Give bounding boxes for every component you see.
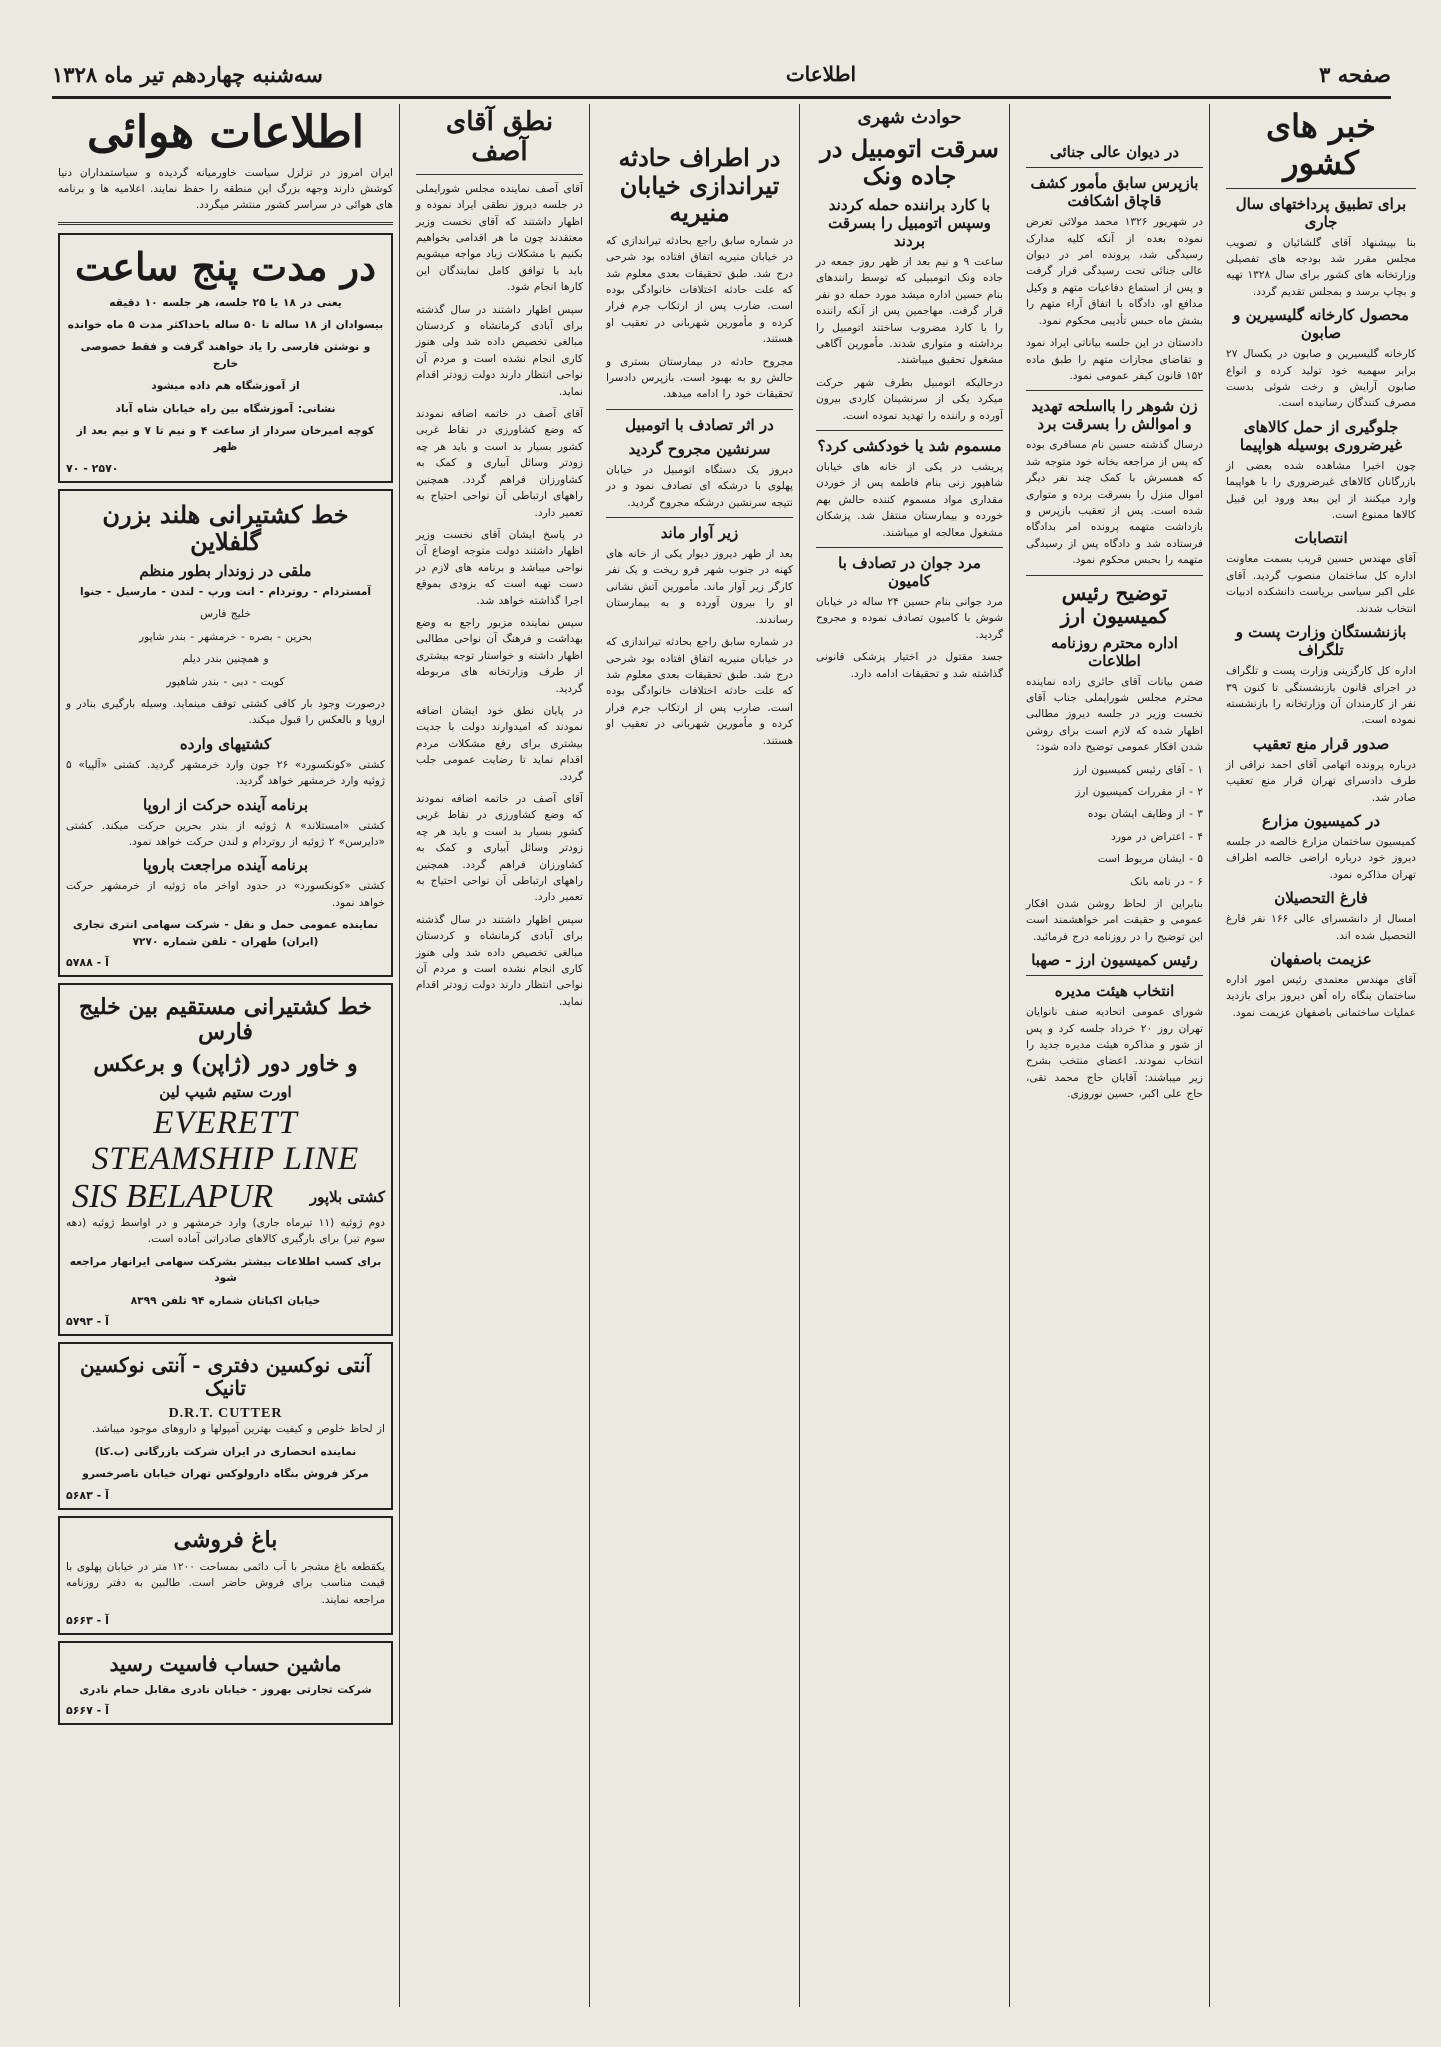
ad-literacy-line: و نوشتن فارسی را یاد خواهند گرفت و فقط خصوصی خارج: [80, 341, 371, 370]
ad-shipping-heading: برنامه آینده مراجعت باروپا: [142, 856, 309, 875]
event-text: مرد جوانی بنام حسین ۲۴ ساله در خیابان شوش با کامیون تصادف نموده و مجروح گردید.: [816, 595, 1003, 641]
ad-shipping-text: کشتی «کونکسورد» ۲۶ جون وارد خرمشهر گردید. کشتی «آلپیا» ۵ ژوئیه وارد خرمشهر خواهد گردید.: [66, 758, 385, 788]
ad-code: ۵۶۶۷ - آ: [66, 1704, 109, 1718]
event-text: درحالیکه اتومبیل بطرف شهر حرکت میکرد یکی از سرنشینان کاردی بیرون آورده و راننده را تهدید نموده است.: [816, 376, 1003, 422]
ad-shipping-holland: [58, 489, 393, 977]
ad-literacy-line: نشانی: آموزشگاه بین راه خیابان شاه آباد: [115, 402, 336, 415]
masthead: [52, 52, 1391, 99]
speech-paragraph: آقای آصف در خاتمه اضافه نمودند که وضع کشاورزی در نقاط غربی کشور بسیار بد است و باید هر چه زودتر وسائل آبیاری و کمک به کشاورزان فراهم گردد. همچنین راههای ارتباطی آن نواحی احتیاج به تعمیر دارد.: [416, 408, 583, 519]
event-heading: در اثر تصادف با اتومبیل: [625, 415, 774, 434]
ad-ship-name: کشتی بلاپور: [309, 1188, 385, 1207]
ad-shipping-title: خط کشتیرانی هلند بزرن گلفلاین: [102, 499, 349, 557]
commission-title: توضیح رئیس کمیسیون ارز: [1060, 580, 1169, 628]
speech-paragraph: در پایان نطق خود ایشان اضافه نمودند که امیدوارند دولت با جدیت بیشتری برای رفع مشکلات مردم اقدام نماید تا رضایت عمومی جلب گردد.: [416, 704, 583, 783]
commission-list-item: ۵ - ایشان مربوط است: [1097, 853, 1203, 866]
ad-code: ۵۶۶۳ - آ: [66, 1614, 109, 1628]
speech-paragraph: در پاسخ ایشان آقای نخست وزیر اظهار داشتند دولت متوجه اوضاع آن نواحی میباشد و برنامه های لازم در دست تهیه است که بزودی بموقع اجرا گذاشته خواهد شد.: [416, 528, 583, 607]
columns: [52, 104, 1416, 2007]
commission-signature: رئیس کمیسیون ارز - صهبا: [1031, 951, 1198, 970]
ad-shipping-heading: کشتیهای وارده: [179, 734, 272, 753]
column-speech: [410, 104, 590, 2007]
ad-literacy-title: در مدت پنج ساعت: [74, 243, 376, 289]
column-national-news: [1220, 104, 1422, 2007]
ad-garden-text: یکقطعه باغ مشجر با آب دائمی بمساحت ۱۲۰۰ متر در خیابان پهلوی با قیمت مناسب برای فروش حاضر است. طالبین به دفتر روزنامه مراجعه نمایند.: [66, 1560, 385, 1606]
ad-code: ۷۰ - ۲۵۷۰: [66, 461, 119, 475]
ad-everett-contact: برای کسب اطلاعات بیشتر بشرکت سهامی ایرانهار مراجعه شود: [69, 1255, 382, 1285]
news-text: درباره پرونده اتهامی آقای احمد نراقی از طرف دادسرای تهران قرار منع تعقیب صادر شد.: [1226, 758, 1416, 804]
national-news-title: خبر های کشور: [1266, 107, 1376, 182]
speech-title: نطق آقای آصف: [445, 107, 554, 167]
commission-list-item: ۴ - اعتراض در مورد: [1111, 830, 1203, 843]
event-subheading: با کارد براننده حمله کردند وسپس اتومبیل را بسرقت بردند: [828, 195, 991, 250]
paper-name: اطلاعات: [785, 62, 857, 86]
ad-shipping-text: کشتی «کونکسورد» در حدود اواخر ماه ژوئیه از خرمشهر حرکت خواهد نمود.: [66, 880, 385, 909]
news-text: آقای مهندس حسین قریب بسمت معاونت اداره کل ساختمان منصوب گردید. آقای علی اکبر سیاسی بریاست دانشکده ادبیات انتخاب شدند.: [1226, 553, 1416, 615]
news-heading: صدور قرار منع تعقیب: [1252, 734, 1390, 753]
ad-shipping-text: کشتی «امستلاند» ۸ ژوئیه از بندر بحرین حرکت میکند. کشتی «دایرسن» ۲ ژوئیه از روتردام و لندن حرکت خواهد نمود.: [66, 819, 385, 848]
page-number: صفحه ۳: [1319, 61, 1391, 87]
ad-everett-title2: و خاور دور (ژاپن) و برعکس: [93, 1050, 358, 1077]
event-text: مجروح حادثه در بیمارستان بستری و حالش رو به بهبود است. بازپرس دادسرا تحقیقات خود را ادامه میدهد.: [606, 355, 793, 401]
ads-title: اطلاعات هوائی: [87, 107, 364, 158]
news-text: کارخانه گلیسیرین و صابون در یکسال ۲۷ برابر سهمیه خود تولید کرده و انواع صابون آرایش و رخت شوئی بدست مصرف کنندگان رسانیده است.: [1226, 348, 1416, 410]
commission-text: ضمن بیانات آقای حائری زاده نماینده محترم مجلس شورایملی جناب آقای نخست وزیر در جلسه دیروز مطالبی اظهار شده که لازم است برای روشن شدن افکار عمومی توضیح داده شود:: [1026, 675, 1203, 754]
news-heading: فارغ التحصیلان: [1274, 889, 1368, 908]
ad-calculator: [58, 1641, 393, 1725]
ad-antitoxin-text: از لحاظ خلوص و کیفیت بهترین آمپولها و داروهای موجود میباشد.: [91, 1423, 385, 1436]
ad-everett-latin: EVERETT STEAMSHIP LINE: [91, 1104, 360, 1178]
event-text: دیروز یک دستگاه اتومبیل در خیابان پهلوی با درشکه ای تصادف نمود و در نتیجه سرنشین درشکه مجروح گردید.: [606, 463, 793, 509]
ad-antitoxin-store: مرکز فروش بنگاه دارولوکس تهران خیابان ناصرخسرو: [82, 1468, 369, 1481]
ad-shipping-text: درصورت وجود بار کافی کشتی توقف مینماید. وسیله بارگیری بنادر و اروپا و بالعکس را قبول میکند.: [66, 697, 385, 727]
news-text: بنا بپیشنهاد آقای گلشائیان و تصویب مجلس مقرر شد بودجه های تفصیلی وزارتخانه های کشور برای سال ۱۳۲۸ تهیه و بچاپ برسد و بمجلس تقدیم گردد.: [1226, 236, 1416, 298]
ad-calculator-title: ماشین حساب فاسیت رسید: [109, 1652, 342, 1677]
event-text: بعد از ظهر دیروز دیوار یکی از خانه های کهنه در جنوب شهر فرو ریخت و یک نفر کارگر زیر آوار ماند. مأمورین آتش نشانی او را بیرون آورده و به بیمارستان رساندند.: [606, 548, 793, 626]
ad-everett-text: دوم ژوئیه (۱۱ تیرماه جاری) وارد خرمشهر و در اواسط ژوئیه (دهه سوم تیر) برای بارگیری کالاهای صادراتی آماده است.: [66, 1216, 385, 1246]
news-heading: عزیمت باصفهان: [1270, 949, 1372, 968]
news-heading: برای تطبیق پرداختهای سال جاری: [1235, 194, 1407, 231]
speech-paragraph: آقای آصف نماینده مجلس شورایملی در جلسه دیروز نطقی ایراد نموده و اظهار داشتند که آقای نخست وزیر معتقدند چون ما هر اقدامی بخواهیم بکنیم با مشکلات زیاد مواجه میشویم باید با توافق کامل نمایندگان این کارها انجام شود.: [416, 182, 583, 294]
ad-shipping-line: کویت - دبی - بندر شاهپور: [166, 675, 285, 688]
ad-antitoxin-agent: نماینده انحصاری در ایران شرکت بازرگانی (ب.کا): [94, 1445, 357, 1458]
commission-list-item: ۳ - از وظایف ایشان بوده: [1087, 808, 1203, 821]
news-text: چون اخیرا مشاهده شده بعضی از بازرگانان کالاهای غیرضروری را با هواپیما وارد میکنند از این ببعد ورود این قبیل کالاها ممنوع است.: [1226, 459, 1416, 522]
ad-literacy-line: یعنی در ۱۸ یا ۲۵ جلسه، هر جلسه ۱۰ دقیقه: [109, 296, 342, 309]
ad-literacy-line: از آموزشگاه هم داده میشود: [151, 380, 300, 393]
column-events-right: [810, 104, 1010, 2007]
ad-antitoxin-latin: D.R.T. CUTTER: [168, 1405, 283, 1421]
event-text: در شماره سابق راجع بحادثه تیراندازی که در خیابان منیریه اتفاق افتاده بود شرحی درج شد. طبق تحقیقات بعدی معلوم شد که علت حادثه اختلافات خانوادگی بوده است. ضارب پس از ارتکاب جرم فرار کرده و مأمورین شهربانی در تعقیب او هستند.: [606, 234, 793, 346]
ad-ship-latin: SIS BELAPUR: [72, 1177, 274, 1215]
ad-shipping-line: بحرین - بصره - خرمشهر - بندر شاپور: [139, 630, 312, 643]
news-text: اداره کل کارگزینی وزارت پست و تلگراف در اجرای قانون بازنشستگی تا کنون ۳۹ نفر از کارمندان آن وزارتخانه را بازنشسته نموده است.: [1226, 665, 1416, 727]
ad-code: ۵۷۹۳ - آ: [66, 1314, 109, 1328]
column-events-left: [600, 104, 800, 2007]
ad-shipping-line: و همچنین بندر دیلم: [182, 653, 269, 666]
ad-shipping-contact: نماینده عمومی حمل و نقل - شرکت سهامی انتری تجاری (ایران) طهران - تلفن شماره ۷۲۷۰: [72, 919, 379, 948]
speech-paragraph: سپس اظهار داشتند در سال گذشته برای آبادی کرمانشاه و کردستان مبالغی تخصیص داده شد ولی هنوز کاری انجام نشده است و مردم آن نواحی انتظار دارند دولت زودتر اقدام نماید.: [416, 913, 583, 1008]
ad-everett-subtitle: اورت ستیم شیپ لین: [159, 1082, 292, 1101]
court-heading: زن شوهر را بااسلحه تهدید و اموالش را بسرقت برد: [1031, 397, 1198, 434]
ad-shipping-route: آمستردام - روتردام - انت ورپ - لندن - مارسیل - جنوا: [79, 585, 372, 598]
commission-text: بنابراین از لحاظ روشن شدن افکار عمومی و حقیقت امر خواهشمند است این توضیح را در روزنامه درج فرمائید.: [1026, 898, 1203, 943]
news-heading: انتصابات: [1294, 529, 1348, 548]
ad-code: ۵۶۸۳ - آ: [66, 1488, 109, 1502]
court-text: شورای عمومی اتحادیه صنف نانوایان تهران روز ۲۰ خرداد جلسه کرد و پس از شور و مذاکره هیئت مدیره جدید را انتخاب نمودند. اعضای منتخب بشرح زیر میباشند: آقایان حاج محمد تقی، حاج علی اکبر، حسین نوروزی.: [1026, 1006, 1203, 1101]
court-text: دادستان در این جلسه بیاناتی ایراد نمود و تقاضای مجازات متهم را طبق ماده ۱۵۲ قانون کیفر عمومی نمود.: [1026, 337, 1203, 382]
event-text: پریشب در یکی از خانه های خیابان شاهپور زنی بنام فاطمه پس از خوردن مقداری مواد مسموم کننده حالش بهم خورده و بیمارستان منتقل شد. پزشکان مشغول معالجه او میباشند.: [816, 460, 1003, 539]
ad-literacy-line: کوچه امیرخان سردار از ساعت ۴ و نیم تا ۷ و نیم بعد از ظهر: [76, 424, 375, 454]
speech-paragraph: آقای آصف در خاتمه اضافه نمودند که وضع کشاورزی در نقاط غربی کشور بسیار بد است و باید هر چه زودتر وسائل آبیاری و کمک به کشاورزان فراهم گردد. همچنین راههای ارتباطی آن نواحی احتیاج به تعمیر دارد.: [416, 793, 583, 904]
court-heading: بازپرس سابق مأمور کشف قاچاق اشکافت: [1030, 174, 1199, 211]
column-ads: [52, 104, 400, 2007]
event-heading: زیر آوار ماند: [660, 524, 739, 543]
news-text: آقای مهندس معتمدی رئیس امور اداره ساختمان بنگاه راه آهن دیروز برای بازدید عملیات ساختمانی باصفهان عزیمت نمود.: [1226, 973, 1416, 1019]
ad-shipping-heading: برنامه آینده حرکت از اروپا: [143, 795, 308, 814]
news-heading: جلوگیری از حمل کالاهای غیرضروری بوسیله هواپیما: [1239, 417, 1403, 454]
news-text: امسال از دانشسرای عالی ۱۶۶ نفر فارغ التحصیل شده اند.: [1226, 913, 1416, 942]
event-text: ساعت ۹ و نیم بعد از ظهر روز جمعه در جاده ونک اتومبیلی که توسط رانندهای بنام حسین اداره میشد مورد حمله دو نفر قرار گرفت. مهاجمین پس از آنکه راننده را با کارد مضروب ساختند اتومبیل را برداشته و متواری شدند. مأمورین آگاهی مشغول تحقیق میباشند.: [816, 255, 1003, 367]
ad-garden-sale: [58, 1516, 393, 1636]
event-heading: مسموم شد یا خودکشی کرد؟: [817, 436, 1002, 455]
event-heading: مرد جوان در تصادف با کامیون: [838, 553, 981, 590]
ad-everett-line: [58, 983, 393, 1336]
news-heading: محصول کارخانه گلیسیرین و صابون: [1233, 306, 1409, 343]
ad-antitoxin-title: آنتی نوکسین دفتری - آنتی نوکسین تانیک: [79, 1352, 371, 1400]
ad-shipping-subtitle: ملقی در زوندار بطور منظم: [139, 561, 312, 580]
news-heading: بازنشستگان وزارت پست و تلگراف: [1235, 623, 1407, 660]
issue-date: سه‌شنبه چهاردهم تیر ماه ۱۳۲۸: [52, 61, 323, 87]
ads-intro: ایران امروز در تزلزل سیاست خاورمیانه گردیده و سیاستمداران دنیا کوشش دارند وجهه بزرگ این منطقه را حفظ نمایند. اعلامیه ها و برنامه های هوائی در سراسر کشور منتشر میگردد.: [58, 166, 393, 212]
court-heading: انتخاب هیئت مدیره: [1054, 982, 1175, 1001]
commission-list-item: ۶ - در نامه بانک: [1130, 875, 1203, 888]
court-title: در دیوان عالی جنائی: [1049, 143, 1180, 161]
ad-everett-title: خط کشتیرانی مستقیم بین خلیج فارس: [79, 994, 372, 1046]
ad-shipping-line: خلیج فارس: [200, 608, 251, 621]
ad-everett-address: خیابان اکباتان شماره ۹۴ تلفن ۸۳۹۹: [130, 1294, 321, 1307]
commission-list-item: ۲ - از مقررات کمیسیون ارز: [1075, 786, 1203, 798]
ad-literacy: [58, 233, 393, 483]
ad-literacy-line: بیسوادان از ۱۸ ساله تا ۵۰ ساله باحداکثر مدت ۵ ماه خوانده: [67, 318, 384, 331]
news-text: کمیسیون ساختمان مزارع خالصه در جلسه دیروز خود درباره اراضی خالصه اطراف تهران مذاکره نمود.: [1226, 835, 1416, 881]
commission-subtitle: اداره محترم روزنامه اطلاعات: [1051, 633, 1178, 670]
event-heading: در اطراف حادثه تیراندازی خیابان منیریه: [618, 143, 781, 228]
column-court: [1020, 104, 1210, 2007]
event-heading: سرقت اتومبیل در جاده ونک: [820, 133, 999, 191]
ad-calculator-text: شرکت تجارتی بهروز - خیابان نادری مقابل حمام نادری: [79, 1684, 372, 1697]
ad-antitoxin: [58, 1342, 393, 1510]
speech-paragraph: سپس اظهار داشتند در سال گذشته برای آبادی کرمانشاه و کردستان مبالغی تخصیص داده شد ولی هنوز کاری انجام نشده است و مردم آن نواحی انتظار دارند دولت زودتر اقدام نماید.: [416, 303, 583, 398]
event-heading: سرنشین مجروح گردید: [628, 439, 771, 458]
court-text: در شهریور ۱۳۲۶ محمد مولائی تعرض نموده بعده از آنکه کلیه مدارک رسیدگی شد، پرونده امر در دیوان عالی جنائی تحت رسیدگی قرار گرفت و پس از استماع دفاعیات متهم و وکیل مدافع او، دادگاه با اتفاق آراء متهم را بشش ماه حبس تأدیبی محکوم نمود.: [1026, 216, 1203, 327]
event-text: در شماره سابق راجع بحادثه تیراندازی که در خیابان منیریه اتفاق افتاده بود شرحی درج شد. طبق تحقیقات بعدی معلوم شد که علت حادثه اختلافات خانوادگی بوده است. ضارب پس از ارتکاب جرم فرار کرده و مأمورین شهربانی در تعقیب او هستند.: [606, 636, 793, 747]
news-heading: در کمیسیون مزارع: [1261, 811, 1381, 830]
speech-paragraph: سپس نماینده مزبور راجع به وضع بهداشت و فرهنگ آن نواحی مطالبی اظهار داشته و خواستار توجه بیشتری از طرف وزارتخانه های مربوطه گردید.: [416, 616, 583, 695]
ad-garden-title: باغ فروشی: [173, 1526, 278, 1553]
event-text: جسد مقتول در اختیار پزشکی قانونی گذاشته شد و تحقیقات ادامه دارد.: [816, 651, 1003, 680]
events-section-title: حوادث شهری: [857, 107, 962, 128]
ad-code: ۵۷۸۸ - آ: [66, 956, 109, 970]
commission-list-item: ۱ - آقای رئیس کمیسیون ارز: [1073, 763, 1203, 776]
court-text: درسال گذشته حسین نام مسافری بوده که پس از مراجعه بخانه خود متوجه شد که همسرش با کمک چند نفر دیگر اموال منزل را بسرقت برده و متواری شده است. پس از تعقیب بازپرس و بازداشت متهمه پرونده امر بدادگاه فرستاده شد و دادگاه پس از رسیدگی متهمه را بحبس محکوم نمود.: [1025, 439, 1203, 567]
